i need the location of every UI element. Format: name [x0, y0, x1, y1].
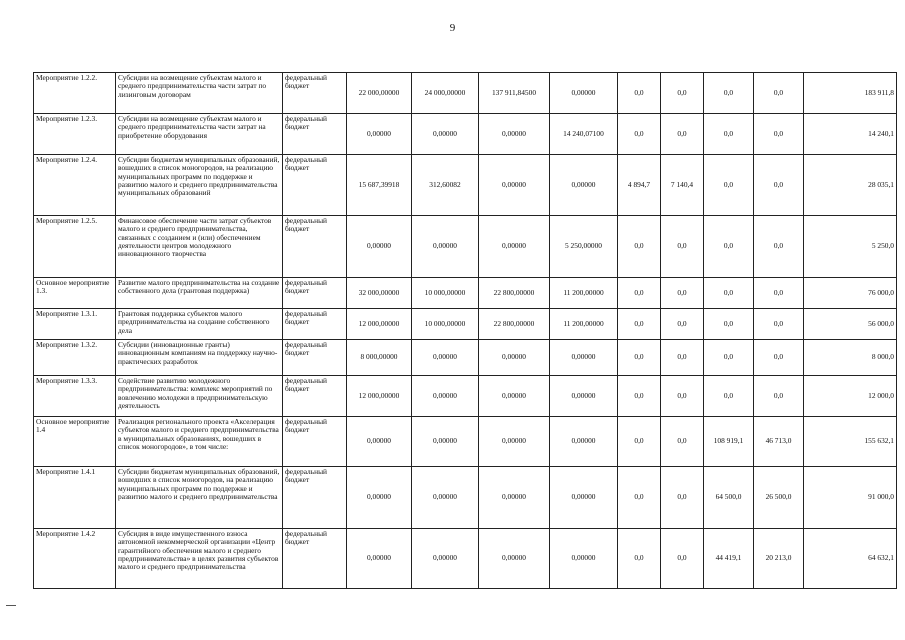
row-value: 0,00000 [501, 129, 527, 138]
margin-mark [6, 605, 16, 606]
row-value: 0,0 [677, 319, 687, 328]
row-funding-source: федеральный бюджет [285, 74, 327, 91]
row-funding-source: федеральный бюджет [285, 115, 327, 132]
row-value: 0,00000 [366, 129, 392, 138]
row-value: 0,00000 [432, 353, 458, 362]
row-id: Мероприятие 1.4.2 [36, 530, 96, 538]
row-description: Содействие развитию молодежного предпринимательства: комплекс мероприятий по вовлечению молодежи в предпринимательскую деятельность [118, 377, 273, 410]
row-value: 0,00000 [501, 437, 527, 446]
row-value: 0,0 [723, 242, 734, 251]
row-value: 0,00000 [366, 554, 392, 563]
row-funding-source: федеральный бюджет [285, 156, 327, 173]
row-funding-source: федеральный бюджет [285, 217, 327, 234]
row-value: 0,0 [634, 319, 644, 328]
table-row [34, 309, 897, 340]
row-value: 0,0 [634, 129, 644, 138]
row-value: 22 800,00000 [493, 319, 535, 328]
row-description: Реализация регионального проекта «Акселерация субъектов малого и среднего предпринимательства в муниципальных образованиях, вошедших в список моногородов», в том числе: [118, 418, 279, 451]
page-number: 9 [449, 22, 456, 34]
row-value: 11 200,00000 [563, 288, 604, 297]
row-value: 0,0 [634, 437, 644, 446]
row-value: 137 911,84500 [491, 88, 537, 97]
row-value: 0,00000 [501, 353, 527, 362]
row-value: 0,0 [677, 88, 687, 97]
row-value: 0,00000 [571, 353, 596, 362]
row-funding-source: федеральный бюджет [285, 310, 327, 327]
row-value: 0,00000 [366, 437, 392, 446]
row-value: 0,0 [723, 391, 734, 400]
row-funding-source: федеральный бюджет [285, 279, 327, 296]
row-total: 14 240,1 [868, 129, 894, 138]
row-funding-source: федеральный бюджет [285, 418, 327, 435]
row-value: 108 919,1 [713, 437, 744, 446]
row-total: 28 035,1 [868, 180, 894, 189]
table-row [34, 155, 897, 216]
row-value: 0,0 [723, 353, 734, 362]
row-value: 0,0 [677, 391, 687, 400]
row-value: 0,00000 [501, 554, 527, 563]
row-total: 183 911,8 [864, 88, 894, 97]
row-value: 0,0 [773, 353, 784, 362]
row-id: Основное мероприятие 1.3. [36, 279, 110, 296]
row-value: 0,0 [634, 353, 644, 362]
row-value: 10 000,00000 [424, 319, 466, 328]
table-row [34, 278, 897, 309]
row-value: 0,00000 [432, 129, 458, 138]
row-value: 8 000,00000 [360, 353, 398, 362]
row-value: 0,0 [677, 437, 687, 446]
row-value: 12 000,00000 [358, 391, 400, 400]
row-id: Мероприятие 1.4.1 [36, 468, 96, 476]
row-value: 24 000,00000 [424, 88, 466, 97]
table-row [34, 216, 897, 278]
table-row [34, 376, 897, 417]
row-value: 0,0 [773, 391, 784, 400]
table-row [34, 73, 897, 114]
row-value: 7 140,4 [670, 180, 694, 189]
row-total: 12 000,0 [868, 391, 894, 400]
row-value: 0,0 [723, 129, 734, 138]
row-value: 0,00000 [501, 493, 527, 502]
row-value: 14 240,07100 [563, 129, 604, 138]
row-value: 0,0 [634, 288, 644, 297]
row-value: 0,0 [677, 554, 687, 563]
row-value: 5 250,00000 [565, 242, 602, 251]
row-value: 0,0 [634, 391, 644, 400]
row-id: Мероприятие 1.2.4. [36, 156, 98, 164]
row-value: 0,0 [773, 242, 784, 251]
row-funding-source: федеральный бюджет [285, 341, 327, 358]
row-value: 0,0 [773, 129, 784, 138]
row-value: 0,00000 [571, 391, 596, 400]
row-total: 64 632,1 [868, 554, 894, 563]
row-value: 0,0 [677, 242, 687, 251]
row-value: 0,0 [634, 554, 644, 563]
row-id: Мероприятие 1.2.2. [36, 74, 98, 82]
row-description: Субсидии бюджетам муниципальных образований, вошедших в список моногородов, на реализацию муниципальных программ по поддержке и развитию малого и среднего предпринимательства муниципальных образований [118, 156, 280, 198]
row-value: 312,60082 [429, 180, 461, 189]
row-value: 0,0 [773, 288, 784, 297]
row-funding-source: федеральный бюджет [285, 530, 327, 547]
row-value: 0,0 [677, 129, 687, 138]
row-value: 0,00000 [501, 180, 527, 189]
row-value: 0,00000 [366, 242, 392, 251]
row-value: 44 419,1 [715, 554, 742, 563]
row-id: Мероприятие 1.3.3. [36, 377, 98, 385]
row-value: 15 687,39918 [358, 180, 400, 189]
row-total: 155 632,1 [864, 437, 894, 446]
row-value: 32 000,00000 [358, 288, 400, 297]
row-value: 0,0 [773, 88, 784, 97]
row-funding-source: федеральный бюджет [285, 468, 327, 485]
row-value: 26 500,0 [765, 493, 792, 502]
row-id: Мероприятие 1.2.5. [36, 217, 98, 225]
row-value: 0,0 [634, 88, 644, 97]
row-id: Основное мероприятие 1.4 [36, 418, 110, 435]
row-total: 56 000,0 [868, 319, 894, 328]
row-value: 0,00000 [432, 554, 458, 563]
row-value: 0,0 [773, 319, 784, 328]
row-value: 0,00000 [432, 493, 458, 502]
row-value: 0,00000 [501, 242, 527, 251]
table-row [34, 114, 897, 155]
row-description: Финансовое обеспечение части затрат субъектов малого и среднего предпринимательства, связанных с созданием и (или) обеспечением деятельности центров молодежного инновационного творчества [118, 217, 272, 259]
row-value: 0,00000 [571, 493, 596, 502]
row-value: 0,0 [634, 242, 644, 251]
row-total: 76 000,0 [868, 288, 894, 297]
row-value: 22 000,00000 [358, 88, 400, 97]
table-row [34, 340, 897, 376]
row-value: 4 894,7 [627, 180, 651, 189]
row-value: 0,0 [677, 353, 687, 362]
row-value: 0,00000 [501, 391, 527, 400]
row-value: 0,0 [677, 493, 687, 502]
row-description: Грантовая поддержка субъектов малого предпринимательства на создание собственного дела [118, 310, 270, 335]
row-id: Мероприятие 1.3.1. [36, 310, 98, 318]
row-id: Мероприятие 1.2.3. [36, 115, 98, 123]
row-description: Развитие малого предпринимательства на создание собственного дела (грантовая поддержка) [118, 279, 280, 296]
row-description: Субсидии на возмещение субъектам малого и среднего предпринимательства части затрат по лизинговым договорам [118, 74, 267, 99]
row-id: Мероприятие 1.3.2. [36, 341, 98, 349]
row-value: 64 500,0 [715, 493, 742, 502]
row-total: 8 000,0 [871, 353, 894, 362]
row-value: 0,00000 [432, 242, 458, 251]
row-value: 0,00000 [571, 180, 596, 189]
row-description: Субсидии на возмещение субъектам малого и среднего предпринимательства части затрат на приобретение оборудования [118, 115, 266, 140]
row-value: 0,00000 [571, 554, 596, 563]
row-value: 0,0 [723, 319, 734, 328]
row-total: 5 250,0 [871, 242, 894, 251]
row-value: 0,0 [723, 180, 734, 189]
row-funding-source: федеральный бюджет [285, 377, 327, 394]
row-value: 0,0 [723, 88, 734, 97]
row-value: 12 000,00000 [358, 319, 400, 328]
row-value: 46 713,0 [765, 437, 792, 446]
budget-table [33, 72, 897, 589]
row-value: 0,00000 [432, 437, 458, 446]
row-value: 20 213,0 [765, 554, 792, 563]
row-value: 0,00000 [571, 88, 596, 97]
row-total: 91 000,0 [868, 493, 894, 502]
row-description: Субсидия в виде имущественного взноса автономной некоммерческой организации «Центр гарантийного обеспечения малого и среднего предпринимательства» в целях развития субъектов малого и среднего предпринимательства [118, 530, 279, 572]
row-value: 0,0 [723, 288, 734, 297]
table-row [34, 529, 897, 589]
row-description: Субсидии бюджетам муниципальных образований, вошедших в список моногородов, на реализацию муниципальных программ по поддержке и развитию малого и среднего предпринимательства [118, 468, 280, 501]
row-value: 0,00000 [432, 391, 458, 400]
row-value: 10 000,00000 [424, 288, 466, 297]
row-value: 11 200,00000 [563, 319, 604, 328]
row-value: 0,0 [677, 288, 687, 297]
row-value: 0,0 [634, 493, 644, 502]
row-value: 0,00000 [571, 437, 596, 446]
row-description: Субсидии (инновационные гранты) инновационным компаниям на поддержку научно-практических разработок [118, 341, 278, 366]
row-value: 22 800,00000 [493, 288, 535, 297]
table-row [34, 467, 897, 529]
row-value: 0,0 [773, 180, 784, 189]
table-row [34, 417, 897, 467]
row-value: 0,00000 [366, 493, 392, 502]
